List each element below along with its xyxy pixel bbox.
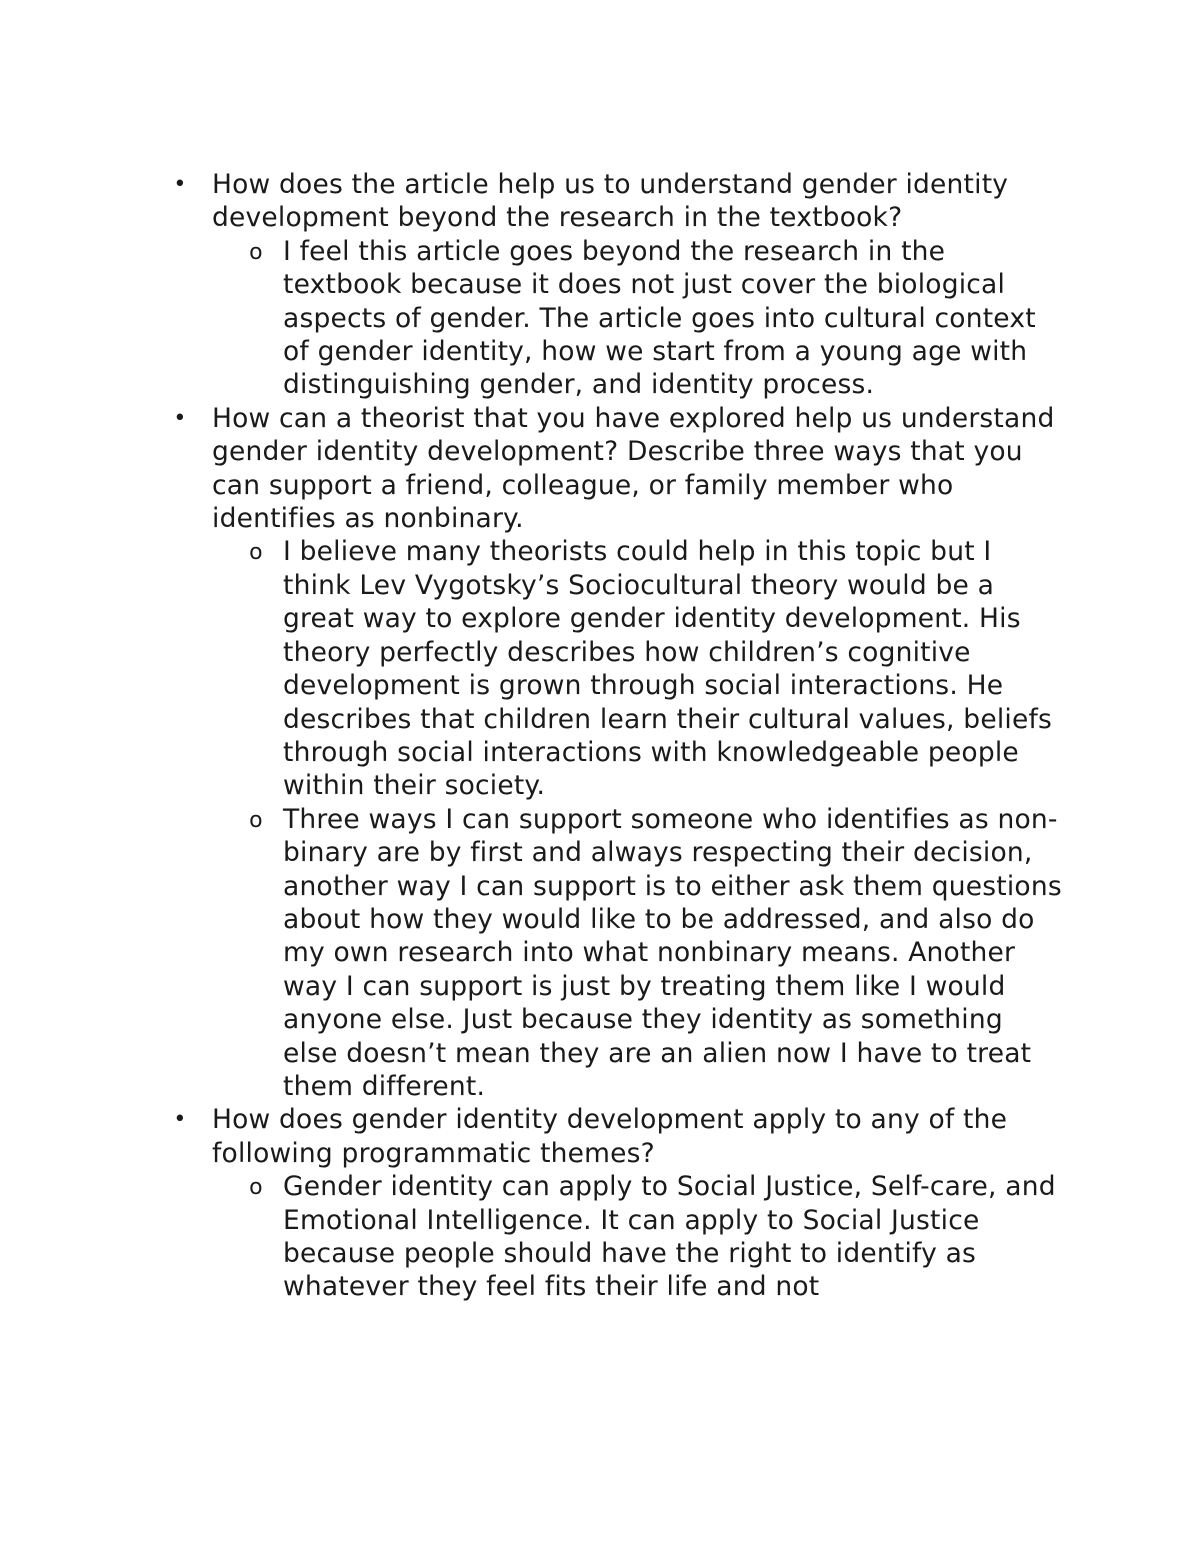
answer-item [249, 803, 1062, 1104]
answer-text: Three ways I can support someone who identifies as non-binary are by first and always respecting their decision, another way I can support is to either ask them questions about how they would like to be addressed, and also do my own research into what nonbinary means. Another way I can support is just by treating them like I would anyone else. Just because they identity as something else doesn’t mean they are an alien now I have to treat them different. [283, 803, 1062, 1102]
answer-text: I feel this article goes beyond the research in the textbook because it does not just cover the biological aspects of gender. The article goes into cultural context of gender identity, how we start from a young age with distinguishing gender, and identity process. [283, 235, 1036, 401]
sub-bullet-icon: o [249, 1175, 263, 1201]
bullet-icon: • [173, 405, 187, 431]
question-text: How does the article help us to understand gender identity development beyond the research in the textbook? [212, 169, 1009, 234]
answer-list [212, 535, 1062, 1103]
answer-list [212, 235, 1062, 402]
answer-item [249, 535, 1062, 802]
bullet-icon: • [173, 1107, 187, 1133]
answer-list [212, 1170, 1062, 1304]
answer-text: Gender identity can apply to Social Justice, Self-care, and Emotional Intelligence. It can apply to Social Justice because people should have the right to identify as whatever they feel fits their life and not [283, 1171, 1056, 1303]
question-text: How does gender identity development apply to any of the following programmatic themes? [212, 1104, 1008, 1169]
answer-item [249, 235, 1062, 402]
question-item-3 [173, 1103, 1062, 1303]
document-body [173, 168, 1062, 1304]
answer-item [249, 1170, 1062, 1304]
answer-text: I believe many theorists could help in this topic but I think Lev Vygotsky’s Sociocultural theory would be a great way to explore gender identity development. His theory perfectly describes how children’s cognitive development is grown through social interactions. He describes that children learn their cultural values, beliefs through social interactions with knowledgeable people within their society. [283, 536, 1052, 802]
question-item-2 [173, 402, 1062, 1104]
question-text: How can a theorist that you have explored help us understand gender identity development? Describe three ways that you can support a friend, colleague, or family member who identifies as nonbinary. [212, 402, 1055, 535]
bullet-icon: • [173, 172, 187, 197]
sub-bullet-icon: o [249, 540, 263, 566]
sub-bullet-icon: o [249, 807, 263, 833]
question-item-1 [173, 168, 1062, 402]
sub-bullet-icon: o [249, 239, 263, 265]
